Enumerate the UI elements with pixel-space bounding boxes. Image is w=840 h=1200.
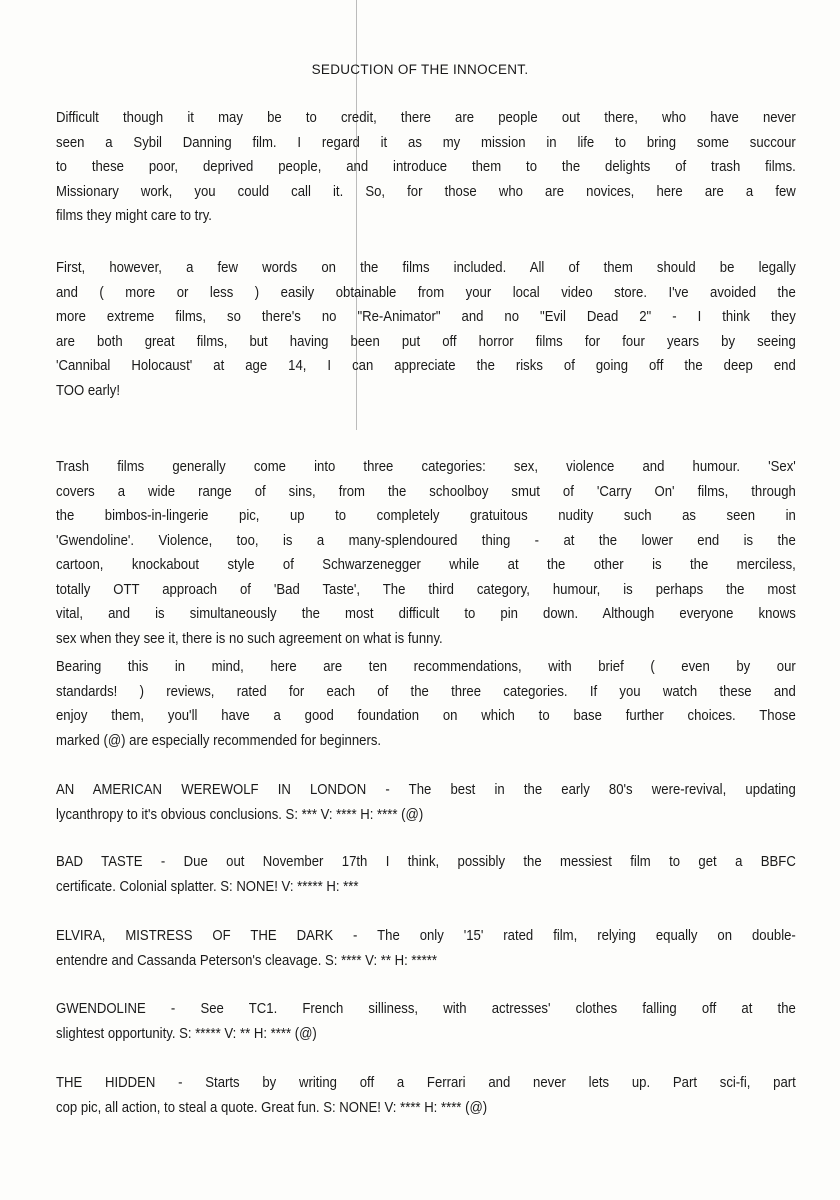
- text-line: Trash films generally come into three categories: sex, violence and humour. 'Sex': [56, 459, 796, 475]
- text-line: vital, and is simultaneously the most difficult to pin down. Although everyone knows: [56, 606, 796, 622]
- film-review: [56, 1071, 796, 1120]
- film-review: [56, 924, 796, 973]
- paragraph: [56, 106, 796, 229]
- text-line: lycanthropy to it's obvious conclusions. S: *** V: **** H: **** (@): [56, 806, 424, 823]
- text-line: cartoon, knockabout style of Schwarzenegger while at the other is the merciless,: [56, 557, 796, 573]
- text-line: TOO early!: [56, 382, 120, 399]
- text-line: First, however, a few words on the films included. All of them should be legally: [56, 260, 796, 276]
- film-review: [56, 850, 796, 899]
- text-line: the bimbos-in-lingerie pic, up to completely gratuitous nudity such as seen in: [56, 508, 796, 524]
- text-line: entendre and Cassanda Peterson's cleavage. S: **** V: ** H: *****: [56, 952, 437, 969]
- text-line: films they might care to try.: [56, 208, 212, 224]
- paragraph: [56, 655, 796, 753]
- text-line: AN AMERICAN WEREWOLF IN LONDON - The best in the early 80's were-revival, updating: [56, 782, 796, 798]
- text-line: standards! ) reviews, rated for each of the three categories. If you watch these and: [56, 683, 796, 700]
- text-line: THE HIDDEN - Starts by writing off a Ferrari and never lets up. Part sci-fi, part: [56, 1075, 796, 1091]
- text-line: covers a wide range of sins, from the schoolboy smut of 'Carry On' films, through: [56, 483, 796, 500]
- text-line: GWENDOLINE - See TC1. French silliness, with actresses' clothes falling off at the: [56, 1001, 796, 1017]
- text-line: sex when they see it, there is no such agreement on what is funny.: [56, 630, 443, 647]
- text-line: Difficult though it may be to credit, there are people out there, who have never: [56, 110, 796, 126]
- text-line: more extreme films, so there's no "Re-Animator" and no "Evil Dead 2" - I think they: [56, 309, 796, 325]
- paragraph: [56, 256, 796, 403]
- text-line: totally OTT approach of 'Bad Taste', The third category, humour, is perhaps the most: [56, 581, 796, 598]
- text-line: Bearing this in mind, here are ten recommendations, with brief ( even by our: [56, 659, 796, 675]
- text-line: 'Gwendoline'. Violence, too, is a many-splendoured thing - at the lower end is the: [56, 532, 796, 549]
- text-line: are both great films, but having been put off horror films for four years by seeing: [56, 333, 796, 350]
- text-line: seen a Sybil Danning film. I regard it as my mission in life to bring some succour: [56, 134, 796, 151]
- film-review: [56, 997, 796, 1046]
- text-line: and ( more or less ) easily obtainable from your local video store. I've avoided the: [56, 284, 796, 301]
- paragraph: [56, 455, 796, 651]
- text-line: BAD TASTE - Due out November 17th I think, possibly the messiest film to get a BBFC: [56, 854, 796, 870]
- text-line: marked (@) are especially recommended for beginners.: [56, 732, 382, 749]
- text-line: certificate. Colonial splatter. S: NONE! V: ***** H: ***: [56, 878, 359, 895]
- text-line: slightest opportunity. S: ***** V: ** H: **** (@): [56, 1025, 317, 1042]
- text-line: ELVIRA, MISTRESS OF THE DARK - The only '15' rated film, relying equally on double-: [56, 928, 796, 944]
- text-line: cop pic, all action, to steal a quote. Great fun. S: NONE! V: **** H: **** (@): [56, 1099, 488, 1116]
- text-line: enjoy them, you'll have a good foundation on which to base further choices. Those: [56, 708, 796, 724]
- text-line: Missionary work, you could call it. So, for those who are novices, here are a few: [56, 183, 796, 200]
- document-title: SEDUCTION OF THE INNOCENT.: [311, 62, 529, 77]
- film-review: [56, 778, 796, 827]
- text-line: to these poor, deprived people, and introduce them to the delights of trash films.: [56, 159, 796, 175]
- text-line: 'Cannibal Holocaust' at age 14, I can appreciate the risks of going off the deep end: [56, 358, 796, 374]
